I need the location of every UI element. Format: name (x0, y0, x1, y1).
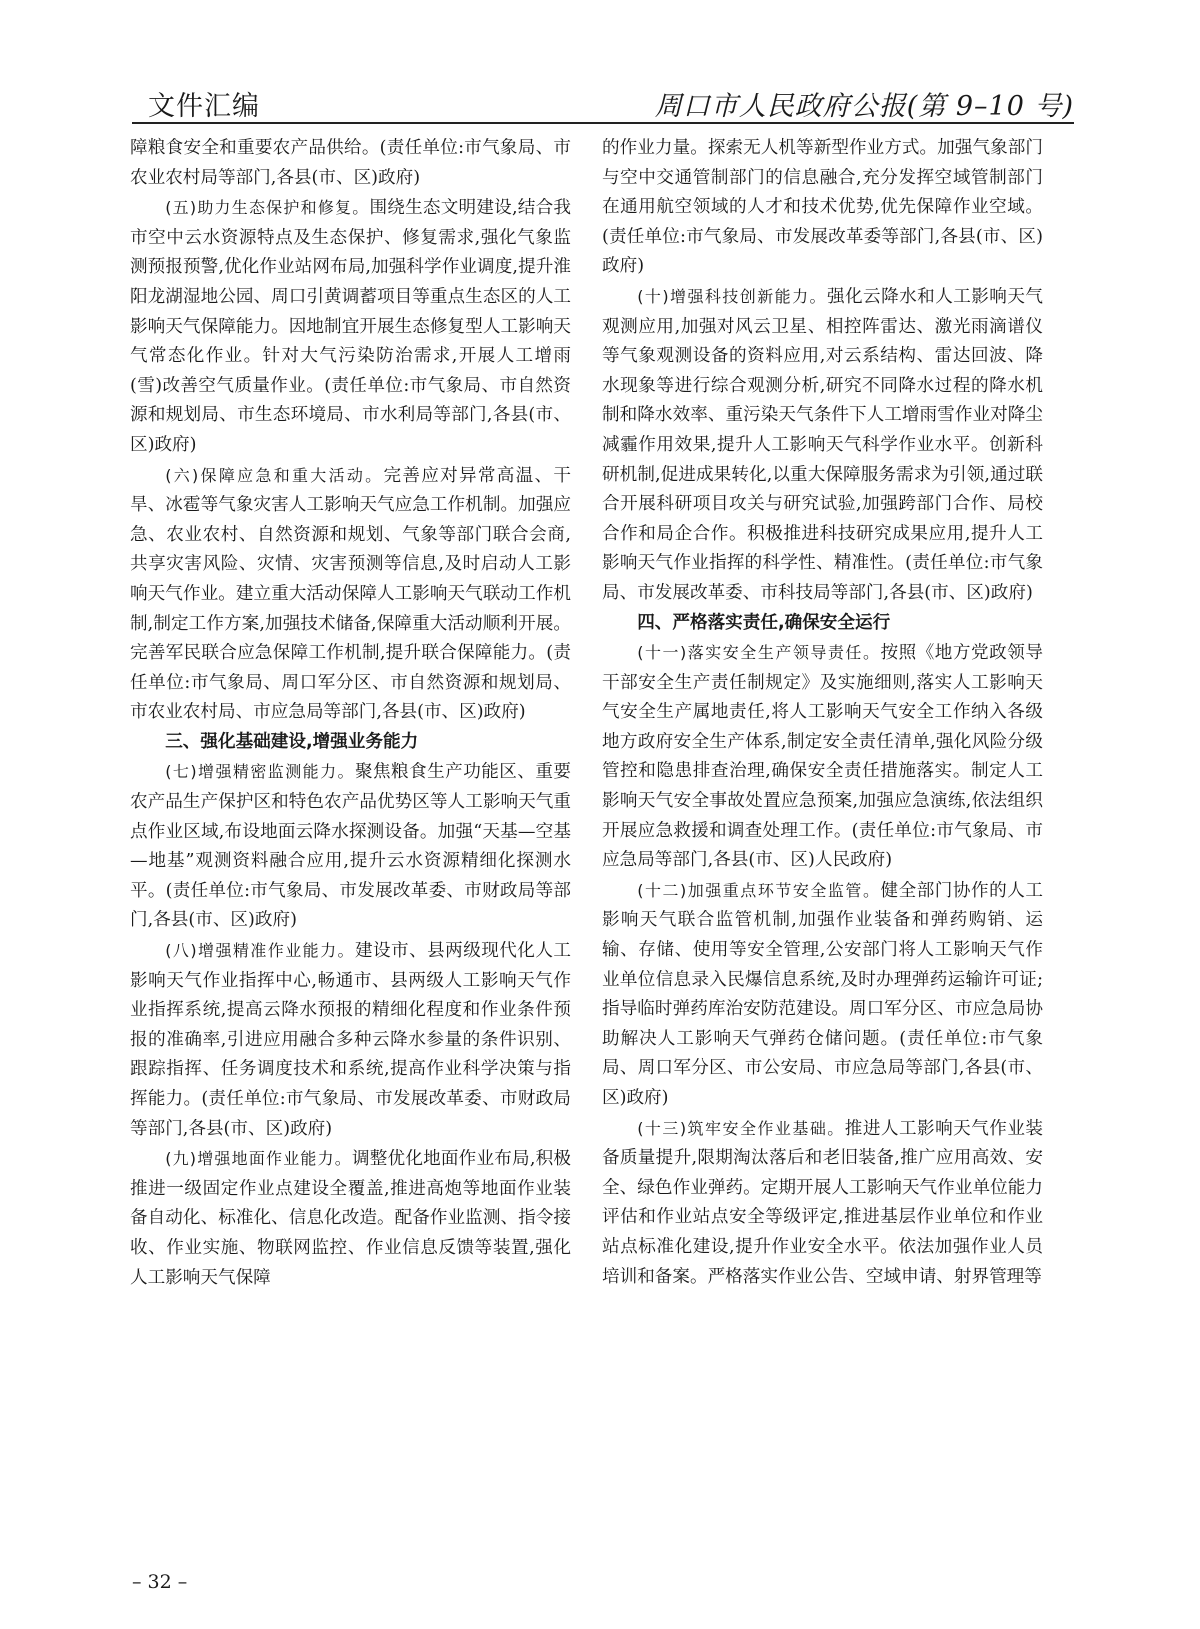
right-text-column (602, 134, 1043, 1292)
paragraph-text: 调整优化地面作业布局,积极推进一级固定作业点建设全覆盖,推进高炮等地面作业装备自动化、标准化、信息化改造。配备作业监测、指令接收、作业实施、物联网监控、作业信息反馈等装置,强化人工影响天气保障 (130, 1149, 571, 1288)
paragraph-lead-heading: (八)增强精准作业能力。 (165, 941, 355, 961)
paragraph-lead-heading: (十)增强科技创新能力。 (637, 286, 827, 306)
paragraph-text: 建设市、县两级现代化人工影响天气作业指挥中心,畅通市、县两级人工影响天气作业指挥系统,提高云降水预报的精细化程度和作业条件预报的准确率,引进应用融合多种云降水参量的条件识别、跟踪指挥、任务调度技术和系统,提高作业科学决策与指挥能力。(责任单位:市气象局、市发展改革委、市财政局等部门,各县(市、区)政府) (130, 941, 571, 1139)
body-paragraph (602, 876, 1043, 1114)
paragraph-text: 围绕生态文明建设,结合我市空中云水资源特点及生态保护、修复需求,强化气象监测预报预警,优化作业站网布局,加强科学作业调度,提升淮阳龙湖湿地公园、周口引黄调蓄项目等重点生态区的人工影响天气保障能力。因地制宜开展生态修复型人工影响天气常态化作业。针对大气污染防治需求,开展人工增雨(雪)改善空气质量作业。(责任单位:市气象局、市自然资源和规划局、市生态环境局、市水利局等部门,各县(市、区)政府) (130, 198, 571, 455)
body-paragraph (130, 757, 571, 936)
paragraph-lead-heading: (十二)加强重点环节安全监管。 (637, 880, 881, 900)
paragraph-lead-heading: (七)增强精密监测能力。 (165, 762, 355, 782)
section-heading: 三、强化基础建设,增强业务能力 (165, 731, 419, 752)
paragraph-text: 完善应对异常高温、干旱、冰雹等气象灾害人工影响天气应急工作机制。加强应急、农业农村、自然资源和规划、气象等部门联合会商,共享灾害风险、灾情、灾害预测等信息,及时启动人工影响天气作业。建立重大活动保障人工影响天气联动工作机制,制定工作方案,加强技术储备,保障重大活动顺利开展。完善军民联合应急保障工作机制,提升联合保障能力。(责任单位:市气象局、周口军分区、市自然资源和规划局、市农业农村局、市应急局等部门,各县(市、区)政府) (130, 465, 571, 723)
paragraph-text: 障粮食安全和重要农产品供给。(责任单位:市气象局、市农业农村局等部门,各县(市、区)政府) (130, 138, 571, 188)
paragraph-text: 推进人工影响天气作业装备质量提升,限期淘汰落后和老旧装备,推广应用高效、安全、绿色作业弹药。定期开展人工影响天气作业单位能力评估和作业站点安全等级评定,推进基层作业单位和作业站点标准化建设,提升作业安全水平。依法加强作业人员培训和备案。严格落实作业公告、空域申请、射界管理等 (602, 1118, 1043, 1287)
body-paragraph (130, 193, 571, 460)
body-paragraph (130, 1144, 571, 1293)
page-number: – 32 – (132, 1571, 188, 1593)
body-paragraph (130, 134, 571, 193)
paragraph-lead-heading: (十一)落实安全生产领导责任。 (637, 643, 881, 663)
running-header-section: 文件汇编 (148, 91, 260, 122)
paragraph-text: 聚焦粮食生产功能区、重要农产品生产保护区和特色农产品优势区等人工影响天气重点作业区域,布设地面云降水探测设备。加强“天基—空基—地基”观测资料融合应用,提升云水资源精细化探测水平。(责任单位:市气象局、市发展改革委、市财政局等部门,各县(市、区)政府) (130, 762, 571, 931)
running-header-publication: 周口市人民政府公报(第 9–10 号) (654, 91, 1074, 122)
body-paragraph (130, 461, 571, 728)
paragraph-lead-heading: (六)保障应急和重大活动。 (165, 465, 384, 485)
paragraph-lead-heading: (十三)筑牢安全作业基础。 (637, 1118, 845, 1138)
body-paragraph (130, 936, 571, 1144)
body-paragraph (602, 1114, 1043, 1293)
paragraph-lead-heading: (九)增强地面作业能力。 (165, 1149, 352, 1169)
paragraph-lead-heading: (五)助力生态保护和修复。 (165, 198, 370, 218)
header-rule (132, 122, 1074, 124)
left-text-column (130, 134, 571, 1293)
body-paragraph (602, 134, 1043, 282)
paragraph-text: 的作业力量。探索无人机等新型作业方式。加强气象部门与空中交通管制部门的信息融合,充分发挥空域管制部门在通用航空领域的人才和技术优势,优先保障作业空域。(责任单位:市气象局、市发展改革委等部门,各县(市、区)政府) (602, 138, 1043, 277)
section-heading: 四、严格落实责任,确保安全运行 (637, 612, 891, 633)
paragraph-text: 健全部门协作的人工影响天气联合监管机制,加强作业装备和弹药购销、运输、存储、使用等安全管理,公安部门将人工影响天气作业单位信息录入民爆信息系统,及时办理弹药运输许可证;指导临时弹药库治安防范建设。周口军分区、市应急局协助解决人工影响天气弹药仓储问题。(责任单位:市气象局、周口军分区、市公安局、市应急局等部门,各县(市、区)政府) (602, 880, 1043, 1108)
paragraph-text: 强化云降水和人工影响天气观测应用,加强对风云卫星、相控阵雷达、激光雨滴谱仪等气象观测设备的资料应用,对云系结构、雷达回波、降水现象等进行综合观测分析,研究不同降水过程的降水机制和降水效率、重污染天气条件下人工增雨雪作业对降尘减霾作用效果,提升人工影响天气科学作业水平。创新科研机制,促进成果转化,以重大保障服务需求为引领,通过联合开展科研项目攻关与研究试验,加强跨部门合作、局校合作和局企合作。积极推进科技研究成果应用,提升人工影响天气作业指挥的科学性、精准性。(责任单位:市气象局、市发展改革委、市科技局等部门,各县(市、区)政府) (602, 286, 1043, 603)
body-paragraph (602, 282, 1043, 609)
paragraph-text: 按照《地方党政领导干部安全生产责任制规定》及实施细则,落实人工影响天气安全生产属地责任,将人工影响天气安全工作纳入各级地方政府安全生产体系,制定安全责任清单,强化风险分级管控和隐患排查治理,确保安全责任措施落实。制定人工影响天气安全事故处置应急预案,加强应急演练,依法组织开展应急救援和调查处理工作。(责任单位:市气象局、市应急局等部门,各县(市、区)人民政府) (602, 643, 1043, 871)
body-paragraph (602, 638, 1043, 876)
